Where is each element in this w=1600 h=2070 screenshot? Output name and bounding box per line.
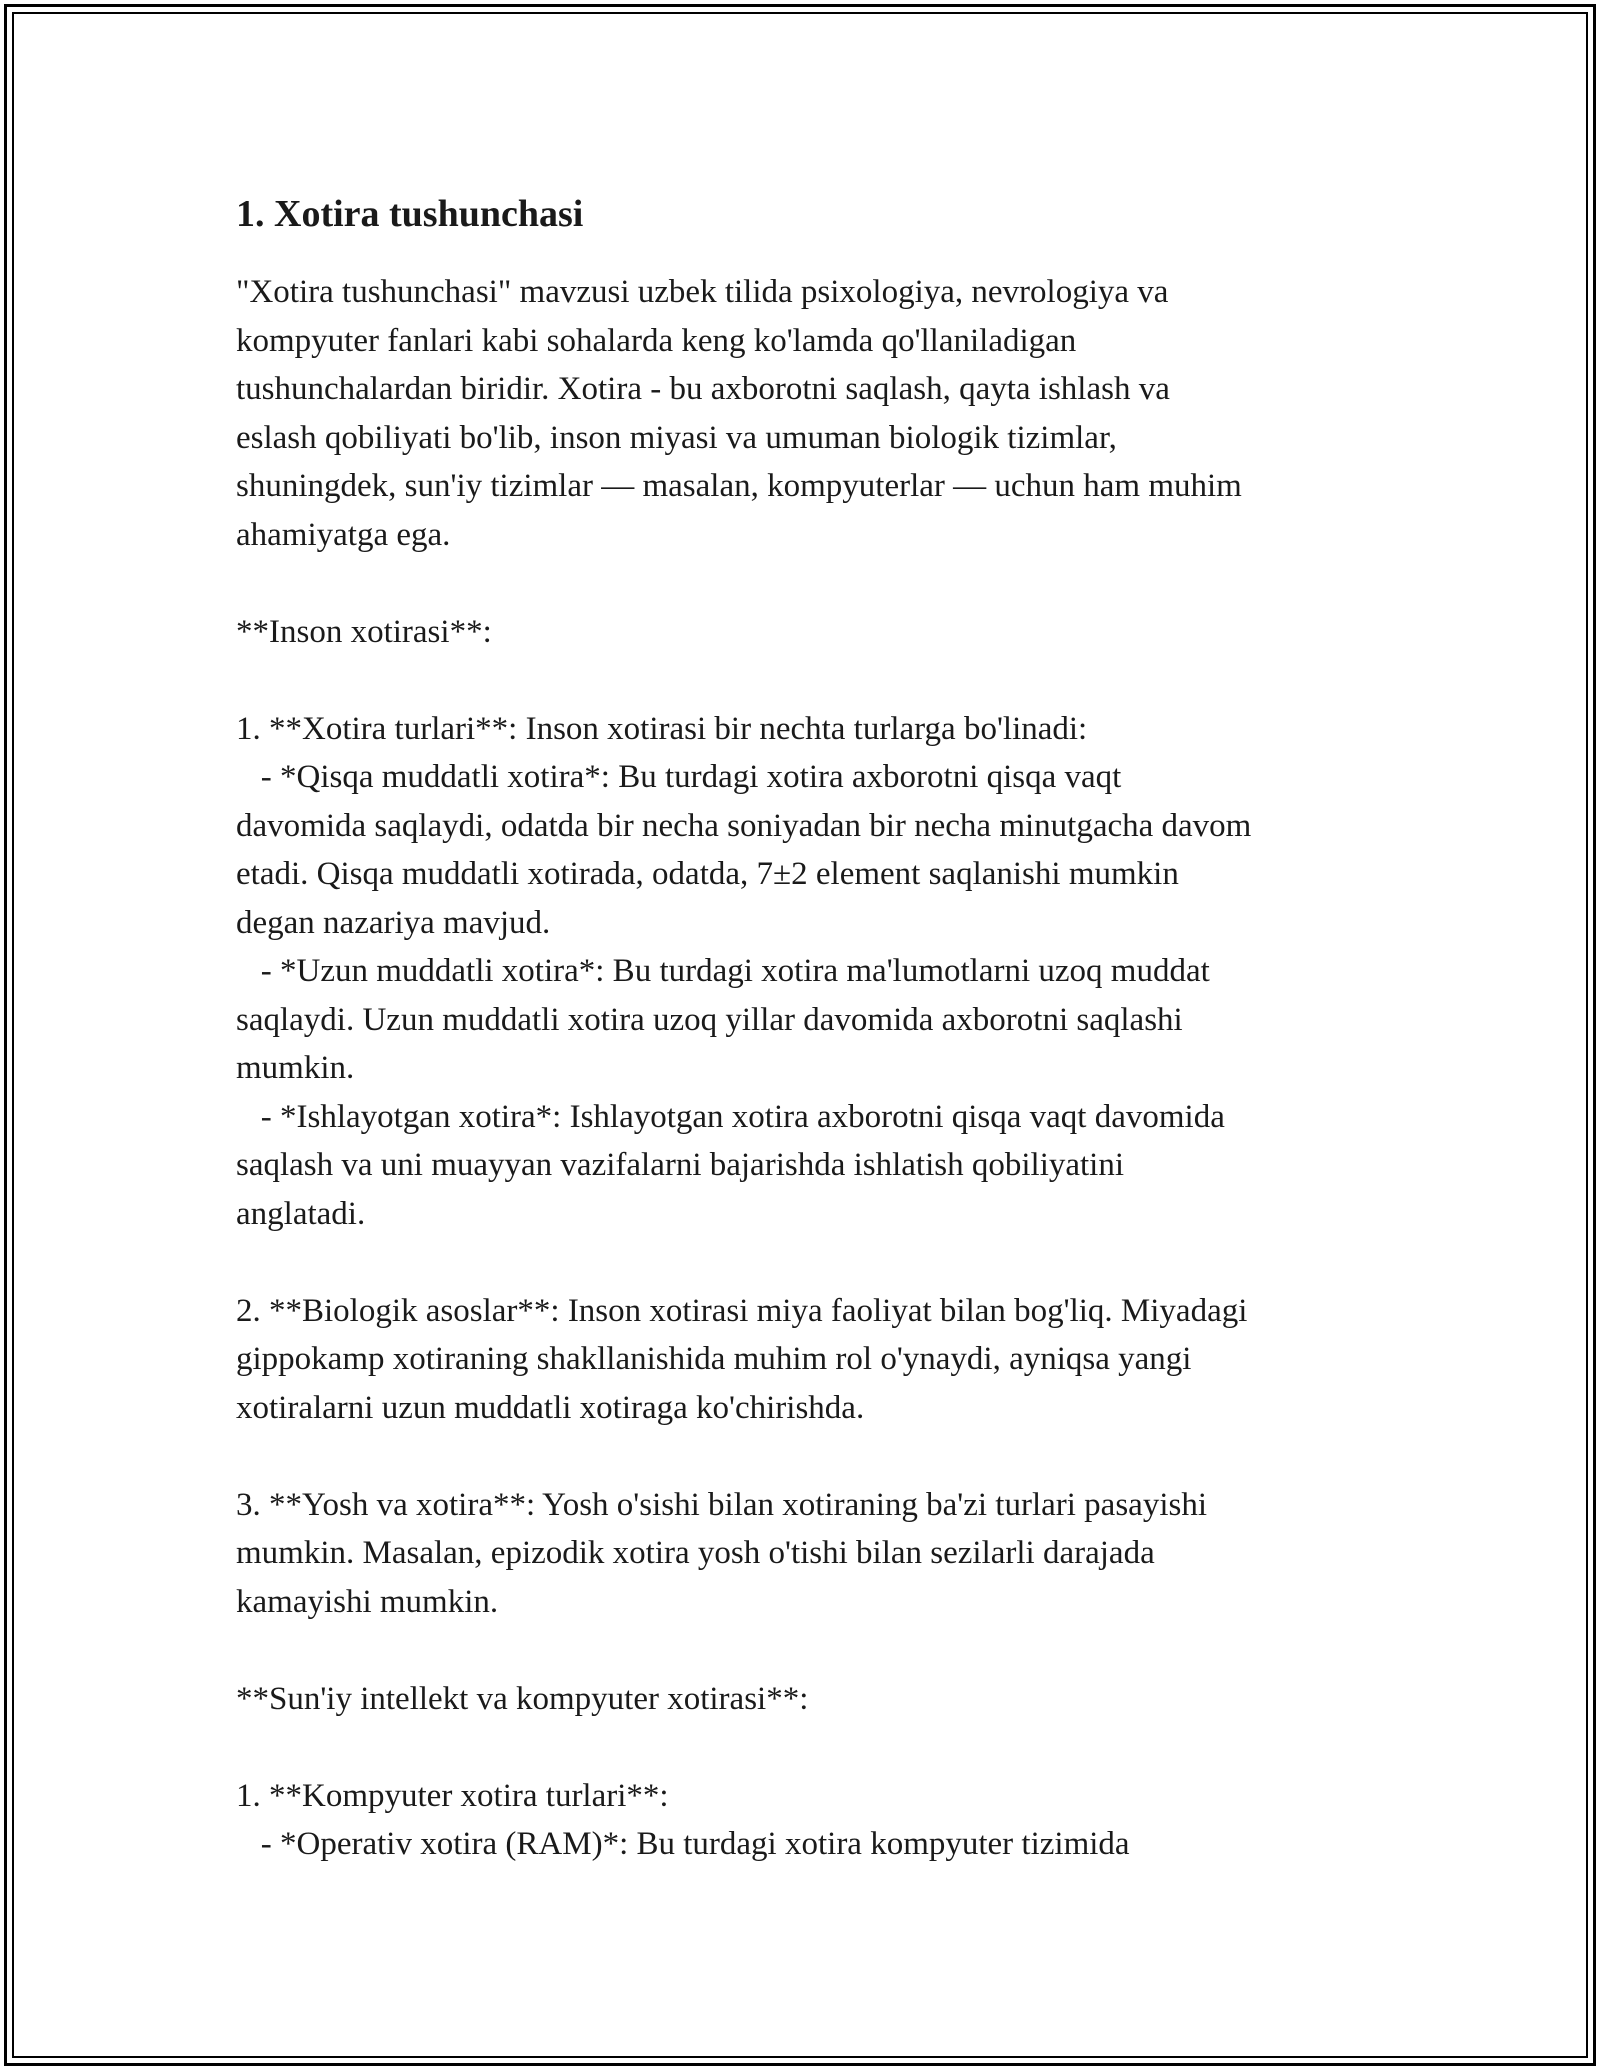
body-text: "Xotira tushunchasi" mavzusi uzbek tilida psixologiya, nevrologiya va kompyuter fanlari kabi sohalarda keng ko'lamda qo'llaniladigan tushunchalardan biridir. Xotira - bu axborotni saqlash, qayta ishlash va eslash qobiliyati bo'lib, inson miyasi va umuman biologik tizimlar, shuningdek, sun'iy tizimlar — masalan, kompyuterlar — uchun ham muhim ahamiyatga ega. **Inson xotirasi**: 1. **Xotira turlari**: Inson xotirasi bir nechta turlarga bo'linadi: - *Qisqa muddatli xotira*: Bu turdagi xotira axborotni qisqa vaqt davomida saqlaydi, odatda bir necha soniyadan bir necha minutgacha davom etadi. Qisqa muddatli xotirada, odatda, 7±2 element saqlanishi mumkin degan nazariya mavjud. - *Uzun muddatli xotira*: Bu turdagi xotira ma'lumotlarni uzoq muddat saqlaydi. Uzun muddatli xotira uzoq yillar davomida axborotni saqlashi mumkin. - *Ishlayotgan xotira*: Ishlayotgan xotira axborotni qisqa vaqt davomida saqlash va uni muayyan vazifalarni bajarishda ishlatish qobiliyatini anglatadi. 2. **Biologik asoslar**: Inson xotirasi miya faoliyat bilan bog'liq. Miyadagi gippokamp xotiraning shakllanishida muhim rol o'ynaydi, ayniqsa yangi xotiralarni uzun muddatli xotiraga ko'chirishda. 3. **Yosh va xotira**: Yosh o'sishi bilan xotiraning ba'zi turlari pasayishi mumkin. Masalan, epizodik xotira yosh o'tishi bilan sezilarli darajada kamayishi mumkin. **Sun'iy intellekt va kompyuter xotirasi**: 1. **Kompyuter xotira turlari**: - *Operativ xotira (RAM)*: Bu turdagi xotira kompyuter tizimida xyxy=(236,274,1252,1862)
document-content xyxy=(236,186,1386,1869)
section-heading: 1. Xotira tushunchasi xyxy=(236,193,584,235)
